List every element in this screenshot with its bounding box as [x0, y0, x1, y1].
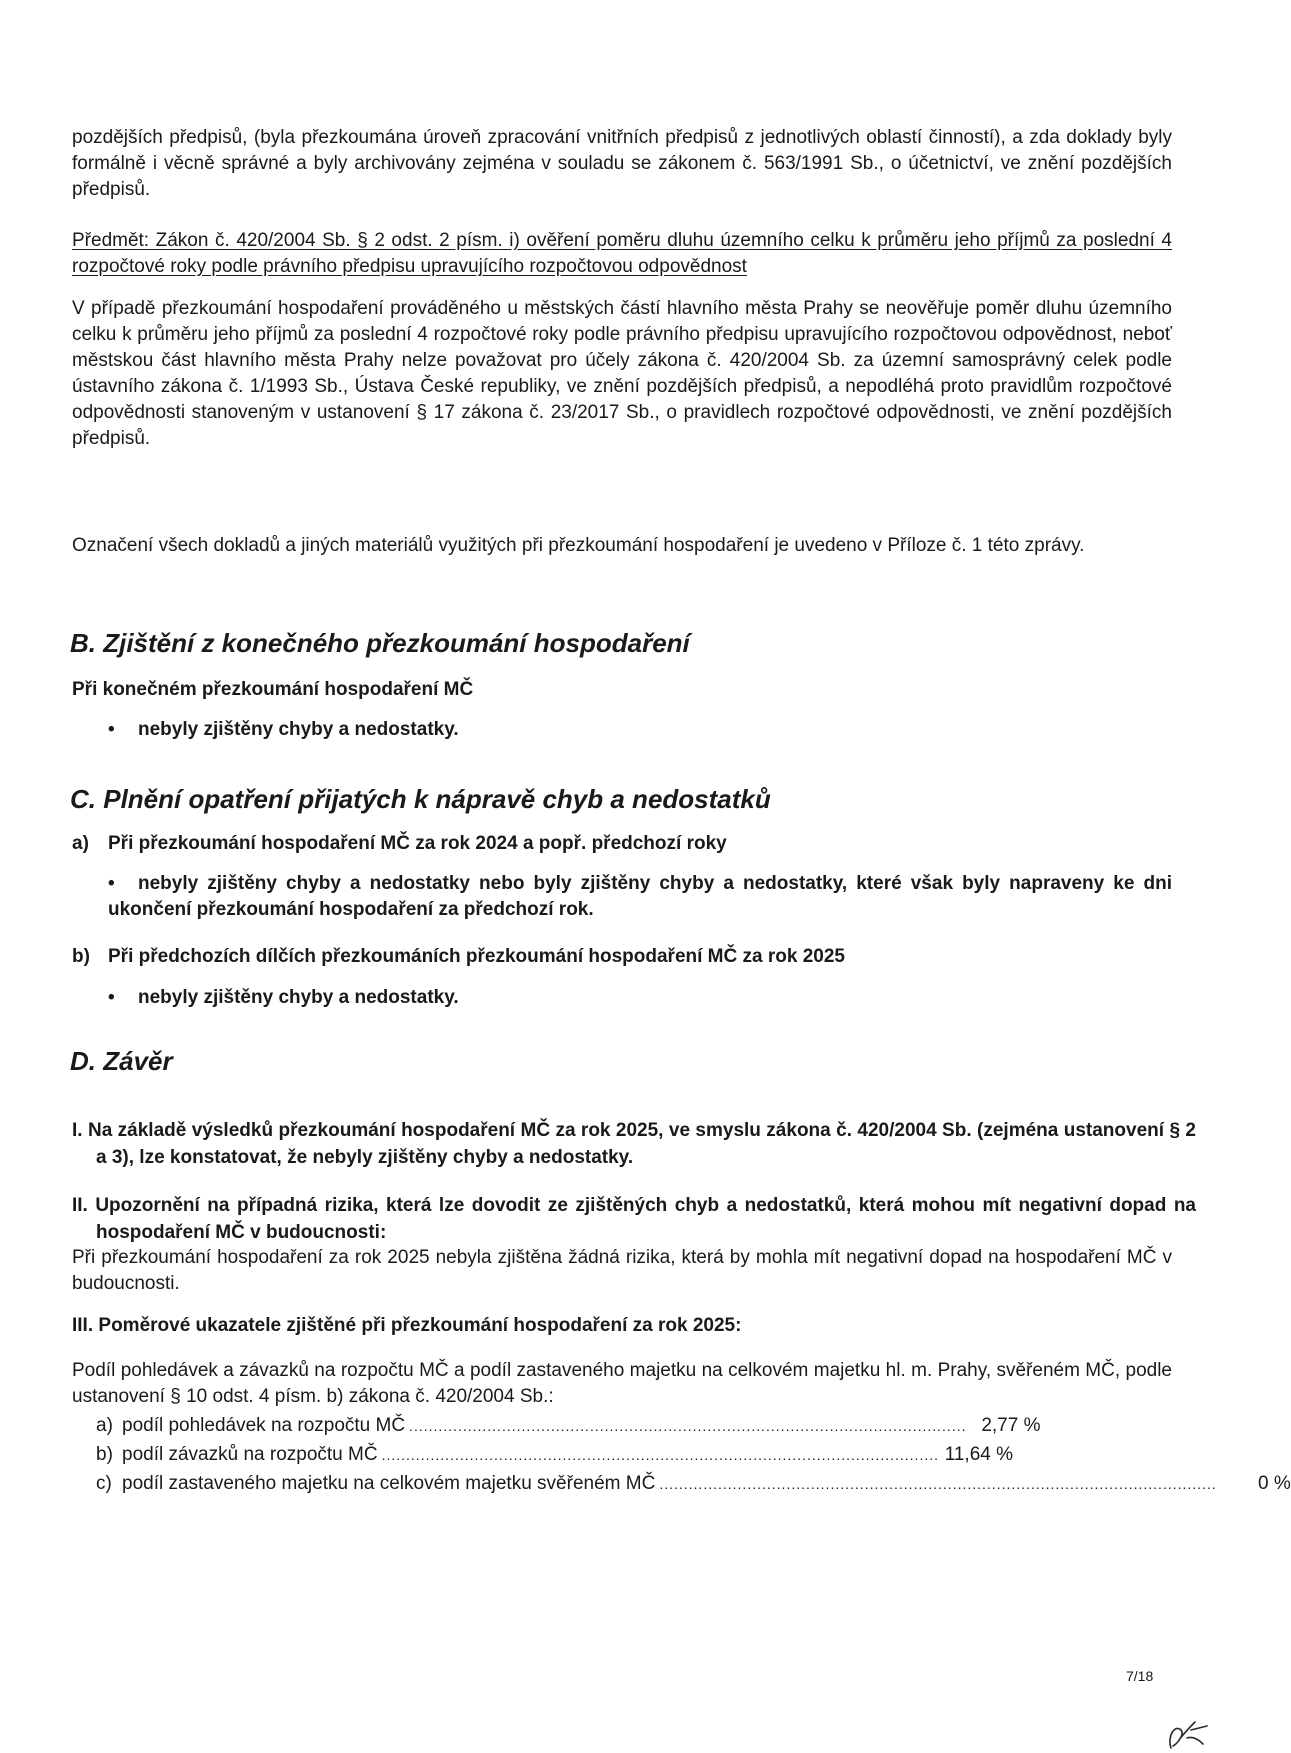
- bullet-text: nebyly zjištěny chyby a nedostatky nebo byly zjištěny chyby a nedostatky, které však byly napraveny ke dni ukončení přezkoumání hospodaření za předchozí rok.: [108, 873, 1172, 920]
- ratio-row: [96, 1442, 1013, 1468]
- ratio-row: [96, 1413, 1041, 1439]
- ratio-value: 2,77 %: [981, 1415, 1041, 1436]
- dot-leader: ..................................................................................................................: [381, 1447, 939, 1463]
- section-b-title: B. Zjištění z konečného přezkoumání hospodaření: [70, 628, 690, 658]
- dot-leader: ..................................................................................................................: [659, 1476, 1217, 1492]
- section-c-item-a: [72, 831, 727, 857]
- page-number: 7/18: [1126, 1668, 1154, 1684]
- item-b-label: b): [72, 946, 90, 967]
- item-b-text: Při předchozích dílčích přezkoumáních přezkoumání hospodaření MČ za rok 2025: [108, 946, 845, 967]
- subject-heading: Předmět: Zákon č. 420/2004 Sb. § 2 odst. 2 písm. i) ověření poměru dluhu územního celku k průměru jeho příjmů za poslední 4 rozpočtové roky podle právního předpisu upravujícího rozpočtovou odpovědnost: [72, 230, 1172, 277]
- section-b-lead: Při konečném přezkoumání hospodaření MČ: [72, 679, 474, 700]
- ratio-text: podíl závazků na rozpočtu MČ: [122, 1444, 378, 1465]
- ratio-label: c): [96, 1473, 112, 1494]
- handwritten-initials: [1165, 1718, 1215, 1752]
- section-c-item-b: [72, 944, 845, 970]
- section-b-bullet: [108, 717, 1172, 743]
- bullet-glyph: •: [108, 719, 115, 740]
- conclusion-point-2-text: Při přezkoumání hospodaření za rok 2025 nebyla zjištěna žádná rizika, která by mohla mít negativní dopad na hospodaření MČ v budoucnosti.: [72, 1247, 1172, 1294]
- ratio-text: podíl zastaveného majetku na celkovém majetku svěřeném MČ: [122, 1473, 656, 1494]
- bullet-text: nebyly zjištěny chyby a nedostatky.: [138, 987, 459, 1008]
- item-a-label: a): [72, 833, 89, 854]
- conclusion-point-2: II. Upozornění na případná rizika, která lze dovodit ze zjištěných chyb a nedostatků, která mohou mít negativní dopad na hospodaření MČ v budoucnosti:: [72, 1195, 1196, 1243]
- conclusion-point-3: III. Poměrové ukazatele zjištěné při přezkoumání hospodaření za rok 2025:: [72, 1315, 742, 1336]
- ratio-label: b): [96, 1444, 113, 1465]
- ratio-text: podíl pohledávek na rozpočtu MČ: [122, 1415, 406, 1436]
- intro-paragraph: pozdějších předpisů, (byla přezkoumána úroveň zpracování vnitřních předpisů z jednotlivých oblastí činností), a zda doklady byly formálně i věcně správné a byly archivovány zejména v souladu se zákonem č. 563/1991 Sb., o účetnictví, ve znění pozdějších předpisů.: [72, 127, 1172, 200]
- section-c-item-b-bullet: [108, 985, 1172, 1011]
- conclusion-point-1: I. Na základě výsledků přezkoumání hospodaření MČ za rok 2025, ve smyslu zákona č. 420/2004 Sb. (zejména ustanovení § 2 a 3), lze konstatovat, že nebyly zjištěny chyby a nedostatky.: [72, 1120, 1196, 1168]
- ratio-value: 11,64 %: [944, 1444, 1013, 1465]
- ratio-row: [96, 1471, 1291, 1497]
- subject-paragraph: V případě přezkoumání hospodaření prováděného u městských částí hlavního města Prahy se neověřuje poměr dluhu územního celku k průměru jeho příjmů za poslední 4 rozpočtové roky podle právního předpisu upravujícího rozpočtovou odpovědnost, neboť městskou část hlavního města Prahy nelze považovat pro účely zákona č. 420/2004 Sb. za územní samosprávný celek podle ústavního zákona č. 1/1993 Sb., Ústava České republiky, ve znění pozdějších předpisů, a nepodléhá proto pravidlům rozpočtové odpovědnosti stanoveným v ustanovení § 17 zákona č. 23/2017 Sb., o pravidlech rozpočtové odpovědnosti, ve znění pozdějších předpisů.: [72, 298, 1172, 449]
- bullet-glyph: •: [108, 873, 115, 894]
- ratio-label: a): [96, 1415, 113, 1436]
- conclusion-point-3-text: Podíl pohledávek a závazků na rozpočtu MČ a podíl zastaveného majetku na celkovém majetku hl. m. Prahy, svěřeném MČ, podle ustanovení § 10 odst. 4 písm. b) zákona č. 420/2004 Sb.:: [72, 1360, 1172, 1407]
- dot-leader: ..................................................................................................................: [409, 1418, 967, 1434]
- bullet-text: nebyly zjištěny chyby a nedostatky.: [138, 719, 459, 740]
- documents-note: Označení všech dokladů a jiných materiálů využitých při přezkoumání hospodaření je uvedeno v Příloze č. 1 této zprávy.: [72, 535, 1085, 556]
- ratio-value: 0 %: [1257, 1473, 1291, 1494]
- bullet-glyph: •: [108, 987, 115, 1008]
- section-d-title: D. Závěr: [70, 1046, 173, 1076]
- item-a-text: Při přezkoumání hospodaření MČ za rok 2024 a popř. předchozí roky: [108, 833, 727, 854]
- section-c-item-a-bullet: [108, 871, 1172, 923]
- section-c-title: C. Plnění opatření přijatých k nápravě chyb a nedostatků: [70, 784, 771, 814]
